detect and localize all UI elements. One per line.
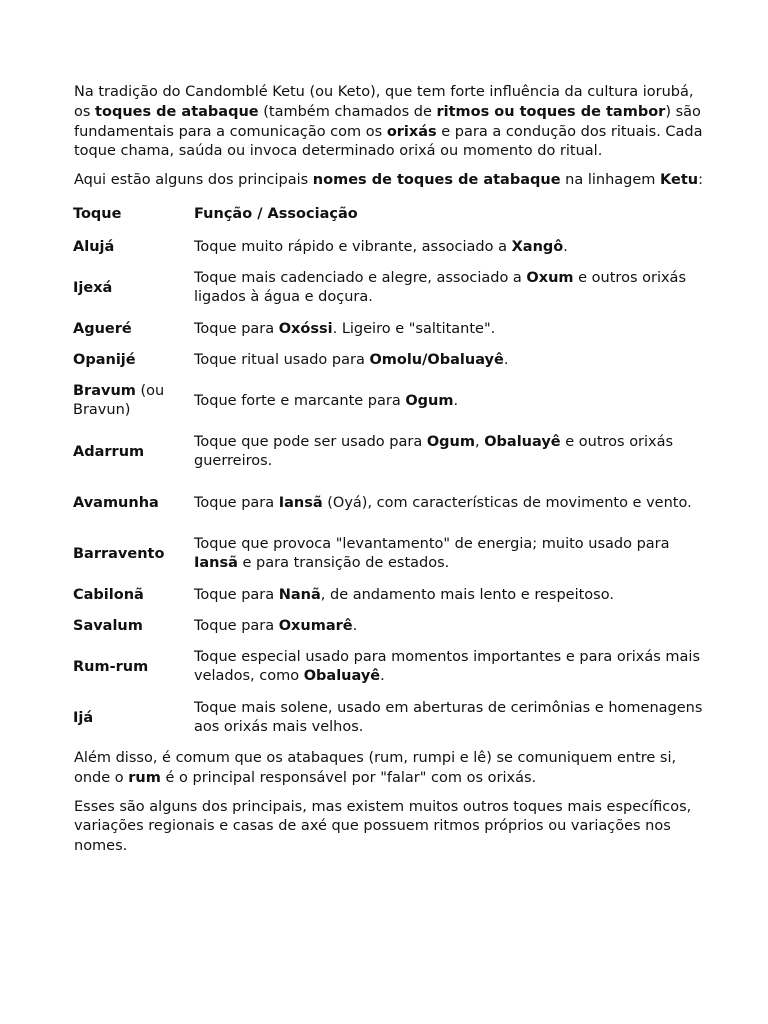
table-row: Bravum (ou Bravun) Toque forte e marcante para Ogum. — [73, 376, 707, 427]
toque-name: Ijexá — [73, 279, 113, 296]
toque-function: Toque muito rápido e vibrante, associado a Xangô. — [194, 238, 568, 255]
header-toque: Toque — [73, 206, 122, 223]
toque-name: Ijá — [73, 709, 94, 726]
toque-function: Toque para Oxóssi. Ligeiro e "saltitante". — [194, 320, 496, 337]
table-row — [73, 642, 707, 693]
toque-name: Barravento — [73, 545, 165, 562]
toque-name: Opanijé — [73, 351, 136, 368]
toque-name: Savalum — [73, 617, 143, 634]
table-row — [73, 611, 707, 642]
table-row — [73, 580, 707, 611]
header-funcao: Função / Associação — [194, 206, 358, 223]
lead-paragraph: Aqui estão alguns dos principais nomes de toques de atabaque na linhagem Ketu: — [74, 172, 703, 189]
table-row — [73, 427, 707, 478]
table-row — [73, 314, 707, 345]
table-row — [73, 263, 707, 314]
toque-name: Rum-rum — [73, 658, 149, 675]
table-row — [73, 478, 707, 529]
toque-name: Adarrum — [73, 443, 145, 460]
table-row — [73, 232, 707, 263]
toque-function: Toque especial usado para momentos importantes e para orixás mais velados, como Obaluayê. — [194, 648, 701, 685]
toque-function: Toque mais solene, usado em aberturas de cerimônias e homenagens aos orixás mais velhos. — [194, 699, 703, 736]
table-header-row — [73, 200, 707, 232]
toque-name: Agueré — [73, 320, 132, 337]
toque-name: Avamunha — [73, 494, 159, 511]
toques-table — [73, 200, 707, 744]
toque-name: Alujá — [73, 238, 115, 255]
table-row — [73, 529, 707, 580]
closing-paragraph: Esses são alguns dos principais, mas existem muitos outros toques mais específicos, variações regionais e casas de axé que possuem ritmos próprios ou variações nos nomes. — [74, 798, 692, 855]
toque-name: Cabilonã — [73, 586, 144, 603]
table-row — [73, 345, 707, 376]
toque-name: Bravum — [73, 382, 136, 399]
toque-function: Toque forte e marcante para Ogum. — [194, 392, 459, 409]
table-row — [73, 693, 707, 744]
intro-paragraph: Na tradição do Candomblé Ketu (ou Keto), que tem forte influência da cultura iorubá, os toques de atabaque (também chamados de ritmos ou toques de tambor) são fundamentais para a comunicação com os orixás e para a condução dos rituais. Cada toque chama, saúda ou invoca determinado orixá ou momento do ritual. — [74, 84, 703, 160]
toque-function: Toque para Nanã, de andamento mais lento e respeitoso. — [194, 586, 614, 603]
toque-function: Toque que provoca "levantamento" de energia; muito usado para Iansã e para transição de estados. — [194, 535, 670, 572]
toque-function: Toque ritual usado para Omolu/Obaluayê. — [194, 351, 509, 368]
toque-function: Toque mais cadenciado e alegre, associado a Oxum e outros orixás ligados à água e doçura. — [194, 269, 686, 306]
toque-function: Toque que pode ser usado para Ogum, Obaluayê e outros orixás guerreiros. — [194, 433, 674, 470]
note-paragraph: Além disso, é comum que os atabaques (rum, rumpi e lê) se comuniquem entre si, onde o rum é o principal responsável por "falar" com os orixás. — [74, 749, 677, 786]
toque-function: Toque para Iansã (Oyá), com características de movimento e vento. — [194, 494, 692, 511]
toque-function: Toque para Oxumarê. — [194, 617, 358, 634]
